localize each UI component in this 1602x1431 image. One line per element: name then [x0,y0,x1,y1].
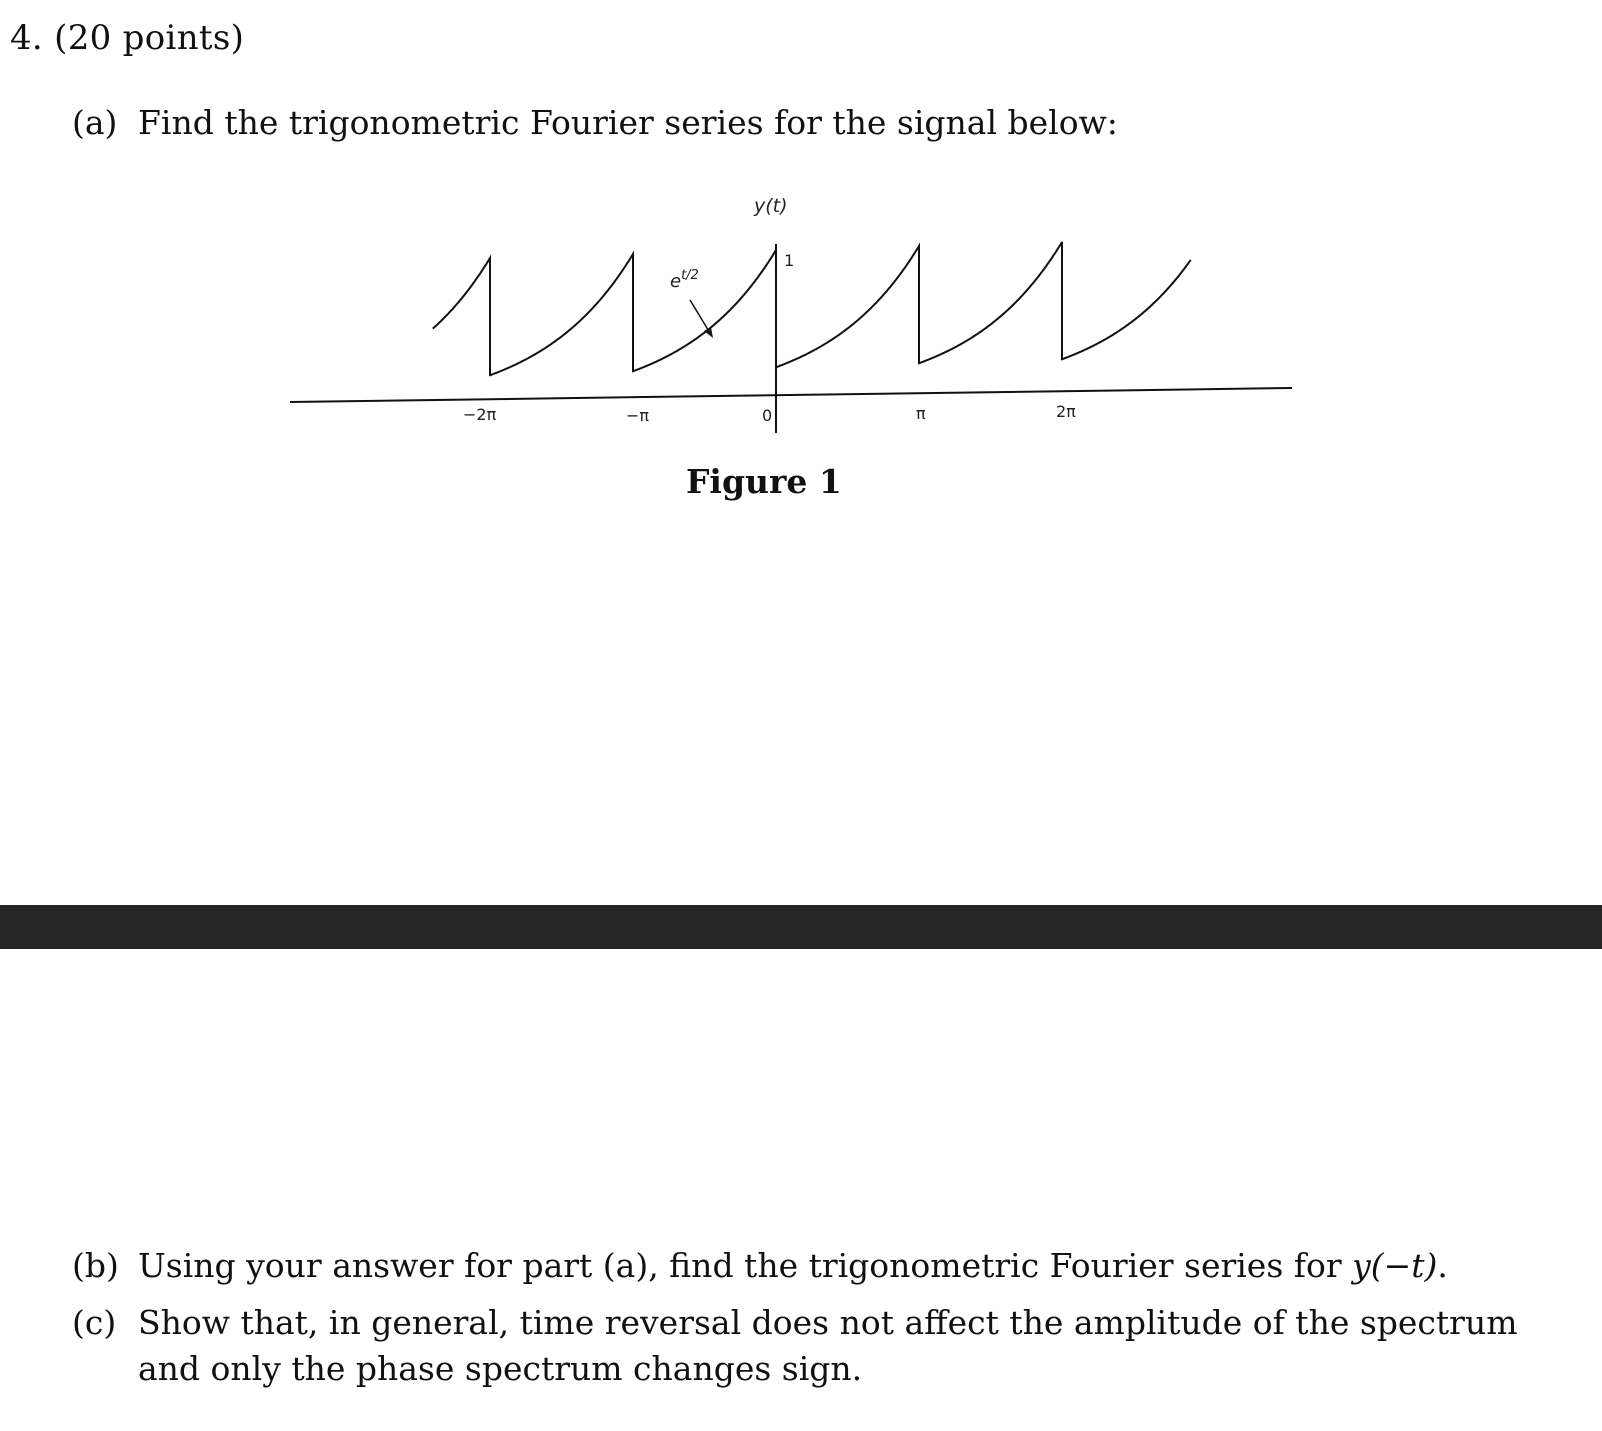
signal-figure [0,0,1602,520]
tick-label-2pi: 2π [1056,402,1076,421]
tick-label-neg-pi: −π [626,406,650,425]
question-b-label: (b) [72,1246,119,1285]
curve-annotation-base: e [670,271,682,292]
question-a-label: (a) [72,103,118,142]
question-b-text [138,1243,1562,1289]
peak-label: 1 [784,251,795,270]
question-b [72,1243,1562,1289]
y-axis-label: y(t) [754,195,788,217]
question-a-text: Find the trigonometric Fourier series for the signal below: [138,103,1118,142]
problem-header: 4. (20 points) [10,18,245,58]
question-b-text-end: . [1437,1246,1448,1285]
question-c [72,1300,1562,1392]
signal-waveform [433,242,1191,375]
question-c-text: Show that, in general, time reversal does not affect the amplitude of the spectrum and only the phase spectrum changes sign. [138,1303,1518,1388]
curve-annotation [670,268,699,292]
question-b-text-main: Using your answer for part (a), find the trigonometric Fourier series for [138,1246,1353,1285]
tick-label-neg-2pi: −2π [463,405,497,424]
figure-caption: Figure 1 [686,462,842,501]
time-axis [290,388,1292,402]
tick-label-pi: π [916,404,926,423]
separator-band [0,905,1602,949]
question-c-label: (c) [72,1303,117,1342]
curve-annotation-exponent: t/2 [681,268,699,283]
annotation-arrow [690,300,710,333]
question-b-math: y(−t) [1352,1246,1438,1285]
tick-label-zero: 0 [762,406,773,425]
